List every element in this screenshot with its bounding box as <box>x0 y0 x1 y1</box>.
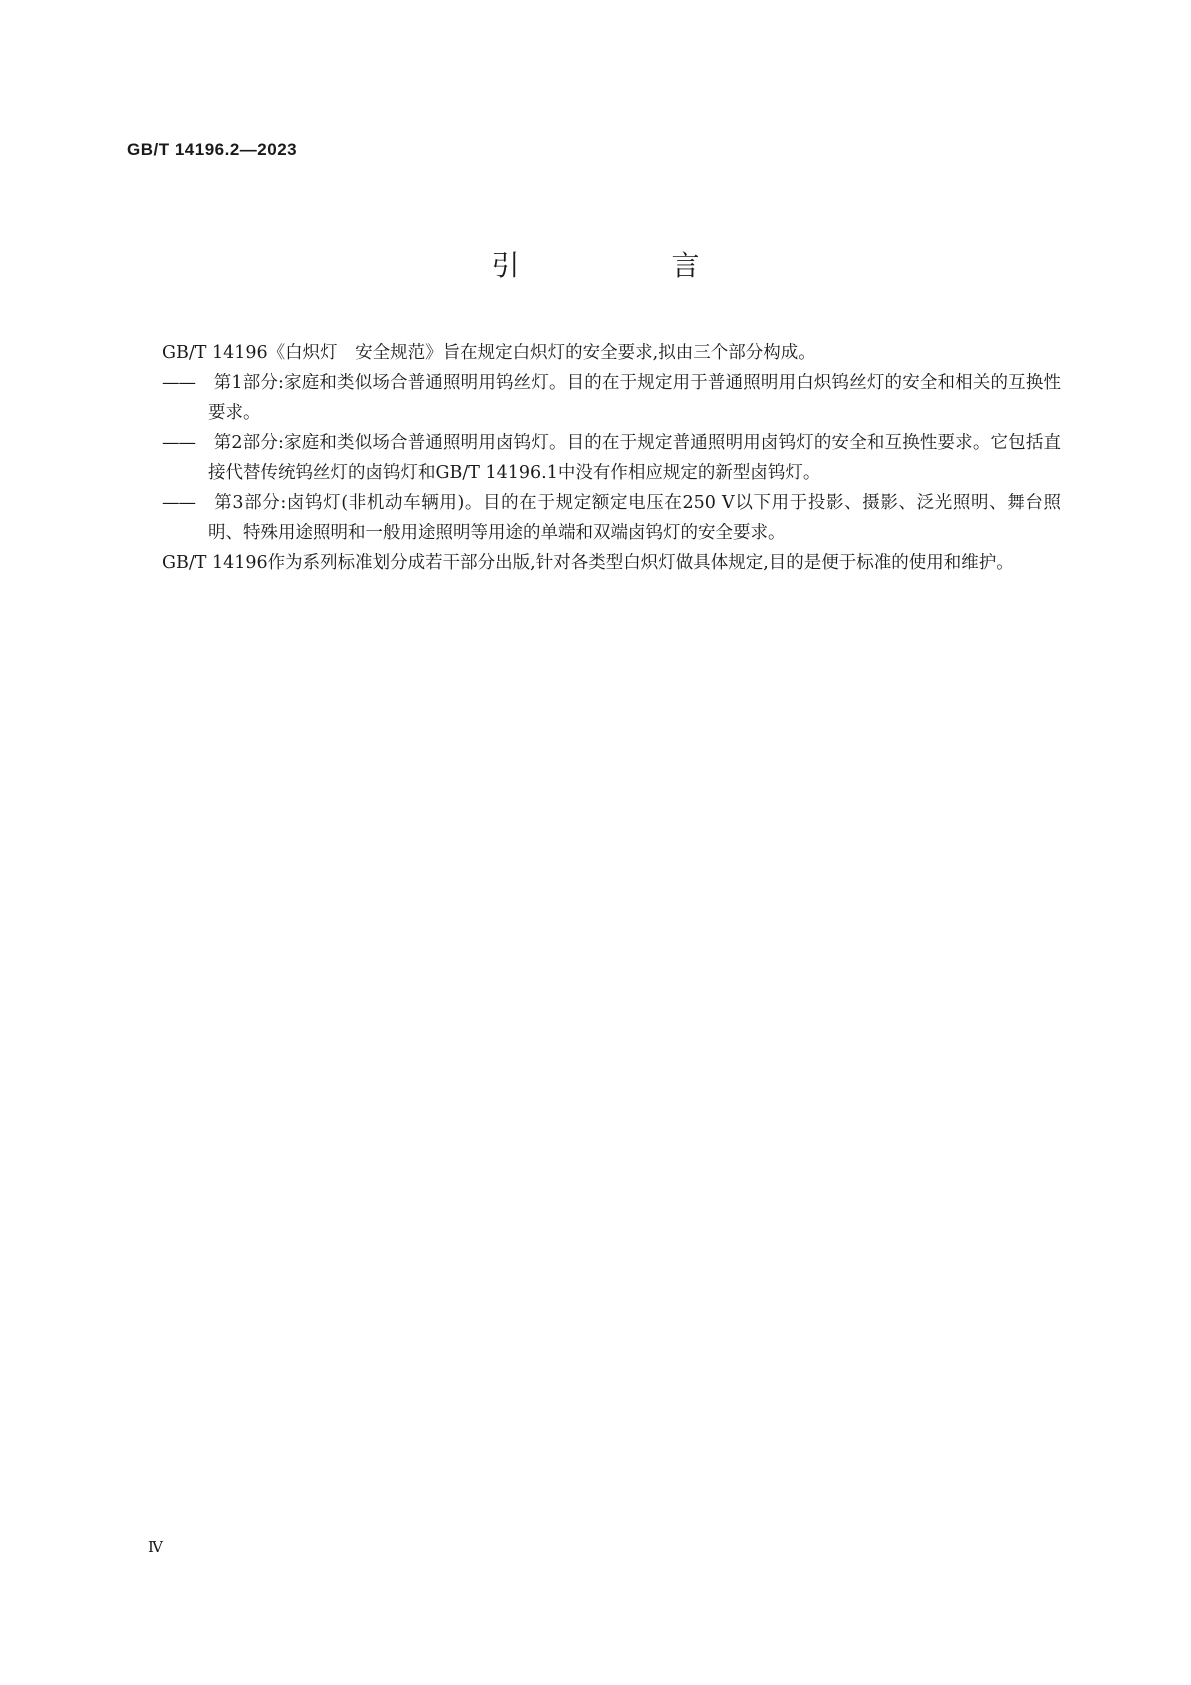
list-item-text: 第2部分:家庭和类似场合普通照明用卤钨灯。目的在于规定普通照明用卤钨灯的安全和互换性要求。它包括直接代替传统钨丝灯的卤钨灯和GB/T 14196.1中没有作相应规定的新型卤钨灯。 <box>208 433 1061 483</box>
list-item-text: 第3部分:卤钨灯(非机动车辆用)。目的在于规定额定电压在250 V以下用于投影、摄影、泛光照明、舞台照明、特殊用途照明和一般用途照明等用途的单端和双端卤钨灯的安全要求。 <box>208 493 1061 543</box>
list-item <box>162 488 1061 548</box>
closing-paragraph: GB/T 14196作为系列标准划分成若干部分出版,针对各类型白炽灯做具体规定,目的是便于标准的使用和维护。 <box>162 553 1014 573</box>
list-item-text: 第1部分:家庭和类似场合普通照明用钨丝灯。目的在于规定用于普通照明用白炽钨丝灯的安全和相关的互换性要求。 <box>208 373 1061 423</box>
list-item <box>162 428 1061 488</box>
list-dash: —— <box>162 493 195 513</box>
body-text <box>127 338 1061 578</box>
list-dash: —— <box>162 433 195 453</box>
list-item <box>162 368 1061 428</box>
intro-paragraph: GB/T 14196《白炽灯 安全规范》旨在规定白炽灯的安全要求,拟由三个部分构成。 <box>162 343 816 363</box>
section-title: 引 言 <box>491 249 762 282</box>
list-dash: —— <box>162 373 195 393</box>
standard-number: GB/T 14196.2—2023 <box>127 140 298 159</box>
page-number: Ⅳ <box>148 1538 163 1556</box>
